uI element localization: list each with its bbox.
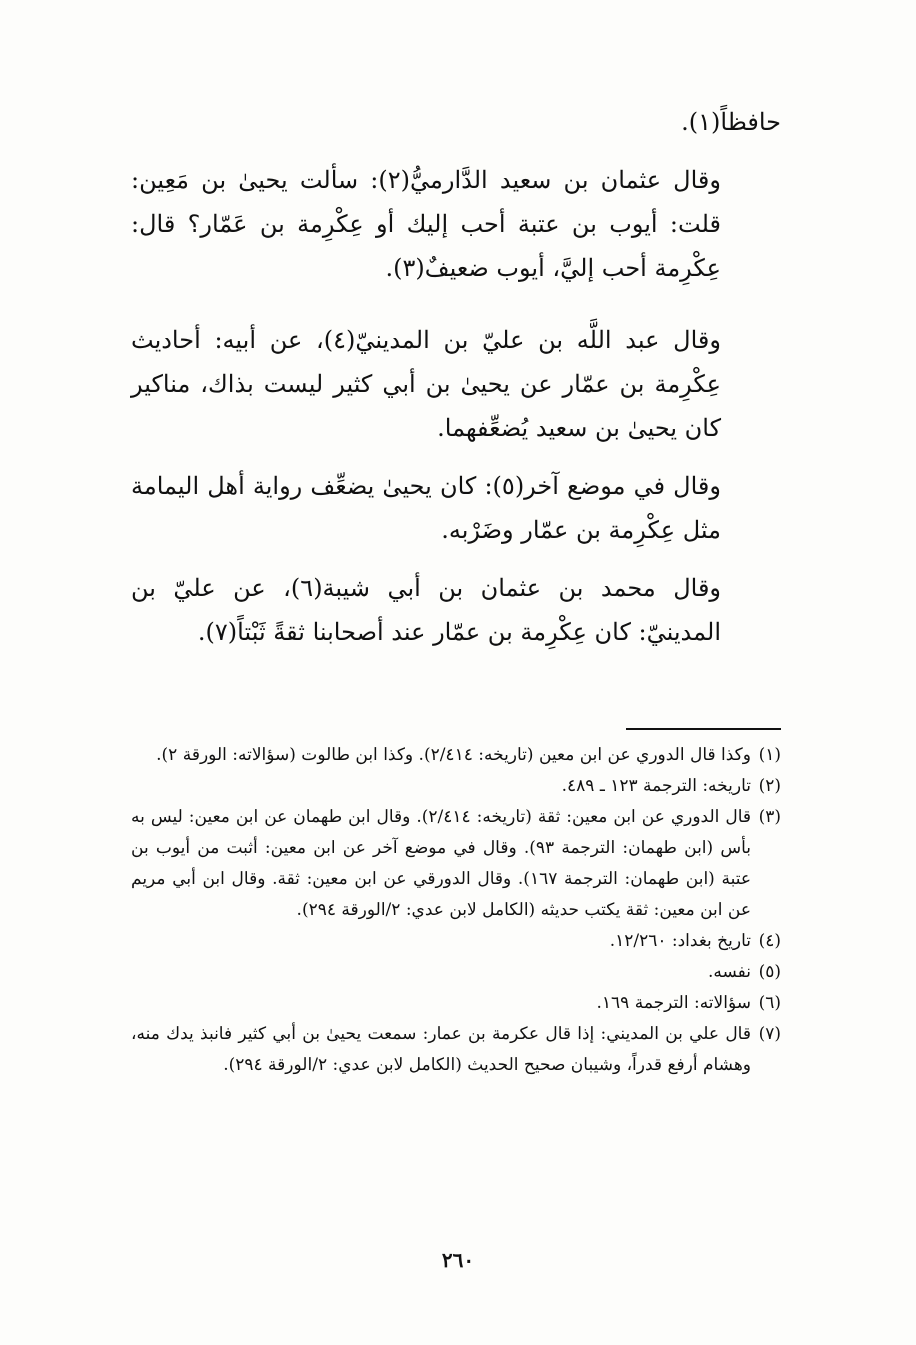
footnote-text: تاريخ بغداد: ١٢/٢٦٠.: [609, 931, 751, 951]
paragraph: وقال عبد اللَّه بن عليّ بن المدينيّ(٤)، عن أبيه: أحاديث عِكْرِمة بن عمّار عن يحيىٰ بن أبي كثير ليست بذاك، مناكير كان يحيىٰ بن سعيد يُضعِّفهما.: [131, 326, 721, 442]
paragraph: وقال في موضع آخر(٥): كان يحيىٰ يضعِّف رواية أهل اليمامة مثل عِكْرِمة بن عمّار وضَرْبه.: [131, 472, 721, 544]
footnote-number: (٣): [758, 807, 781, 827]
footnote-number: (٥): [758, 962, 781, 982]
footnote-number: (٦): [758, 993, 781, 1013]
footnote: [131, 957, 781, 988]
paragraph: وقال عثمان بن سعيد الدَّارميُّ(٢): سألت يحيىٰ بن مَعِين: قلت: أيوب بن عتبة أحب إليك أو عِكْرِمة بن عَمّار؟ قال: عِكْرِمة أحب إليَّ، أيوب ضعيفٌ(٣).: [131, 166, 721, 282]
footnote: [131, 771, 781, 802]
paragraph: وقال محمد بن عثمان بن أبي شيبة(٦)، عن عليّ بن المدينيّ: كان عِكْرِمة بن عمّار عند أصحابنا ثقةً ثَبْتاً(٧).: [131, 574, 722, 646]
footnote: [131, 740, 781, 771]
footnote-number: (١): [758, 745, 781, 765]
footnote: [131, 1019, 781, 1081]
footnote-text: قال الدوري عن ابن معين: ثقة (تاريخه: ٢/٤١٤). وقال ابن طهمان عن ابن معين: ليس به بأس (ابن طهمان: الترجمة ٩٣). وقال في موضع آخر عن ابن معين: أثبت من أيوب بن عتبة (ابن طهمان: الترجمة ١٦٧). وقال الدورقي عن ابن معين: ثقة. وقال ابن أبي مريم عن ابن معين: ثقة يكتب حديثه (الكامل لابن عدي: ٢/الورقة ٢٩٤).: [131, 807, 751, 920]
footnote-text: نفسه.: [707, 962, 751, 982]
footnote-text: سؤالاته: الترجمة ١٦٩.: [596, 993, 751, 1013]
footnotes: [131, 740, 781, 1081]
footnote: [131, 926, 781, 957]
paragraph: حافظاً(١).: [681, 108, 781, 136]
footnote-number: (٧): [758, 1024, 781, 1044]
footnote-text: وكذا قال الدوري عن ابن معين (تاريخه: ٢/٤١٤). وكذا ابن طالوت (سؤالاته: الورقة ٢).: [156, 745, 751, 765]
footnote-text: قال علي بن المديني: إذا قال عكرمة بن عمار: سمعت يحيىٰ بن أبي كثير فانبذ يدك منه، وهشام أرفع قدراً، وشيبان صحيح الحديث (الكامل لابن عدي: ٢/الورقة ٢٩٤).: [131, 1024, 751, 1075]
main-text: [131, 100, 781, 654]
footnote-number: (٢): [758, 776, 781, 796]
footnote-number: (٤): [758, 931, 781, 951]
footnote-divider: [626, 728, 781, 730]
page-number: ٢٦٠: [441, 1248, 475, 1272]
footnote: [131, 988, 781, 1019]
footnote-text: تاريخه: الترجمة ١٢٣ ـ ٤٨٩.: [561, 776, 751, 796]
footnote: [131, 802, 781, 926]
